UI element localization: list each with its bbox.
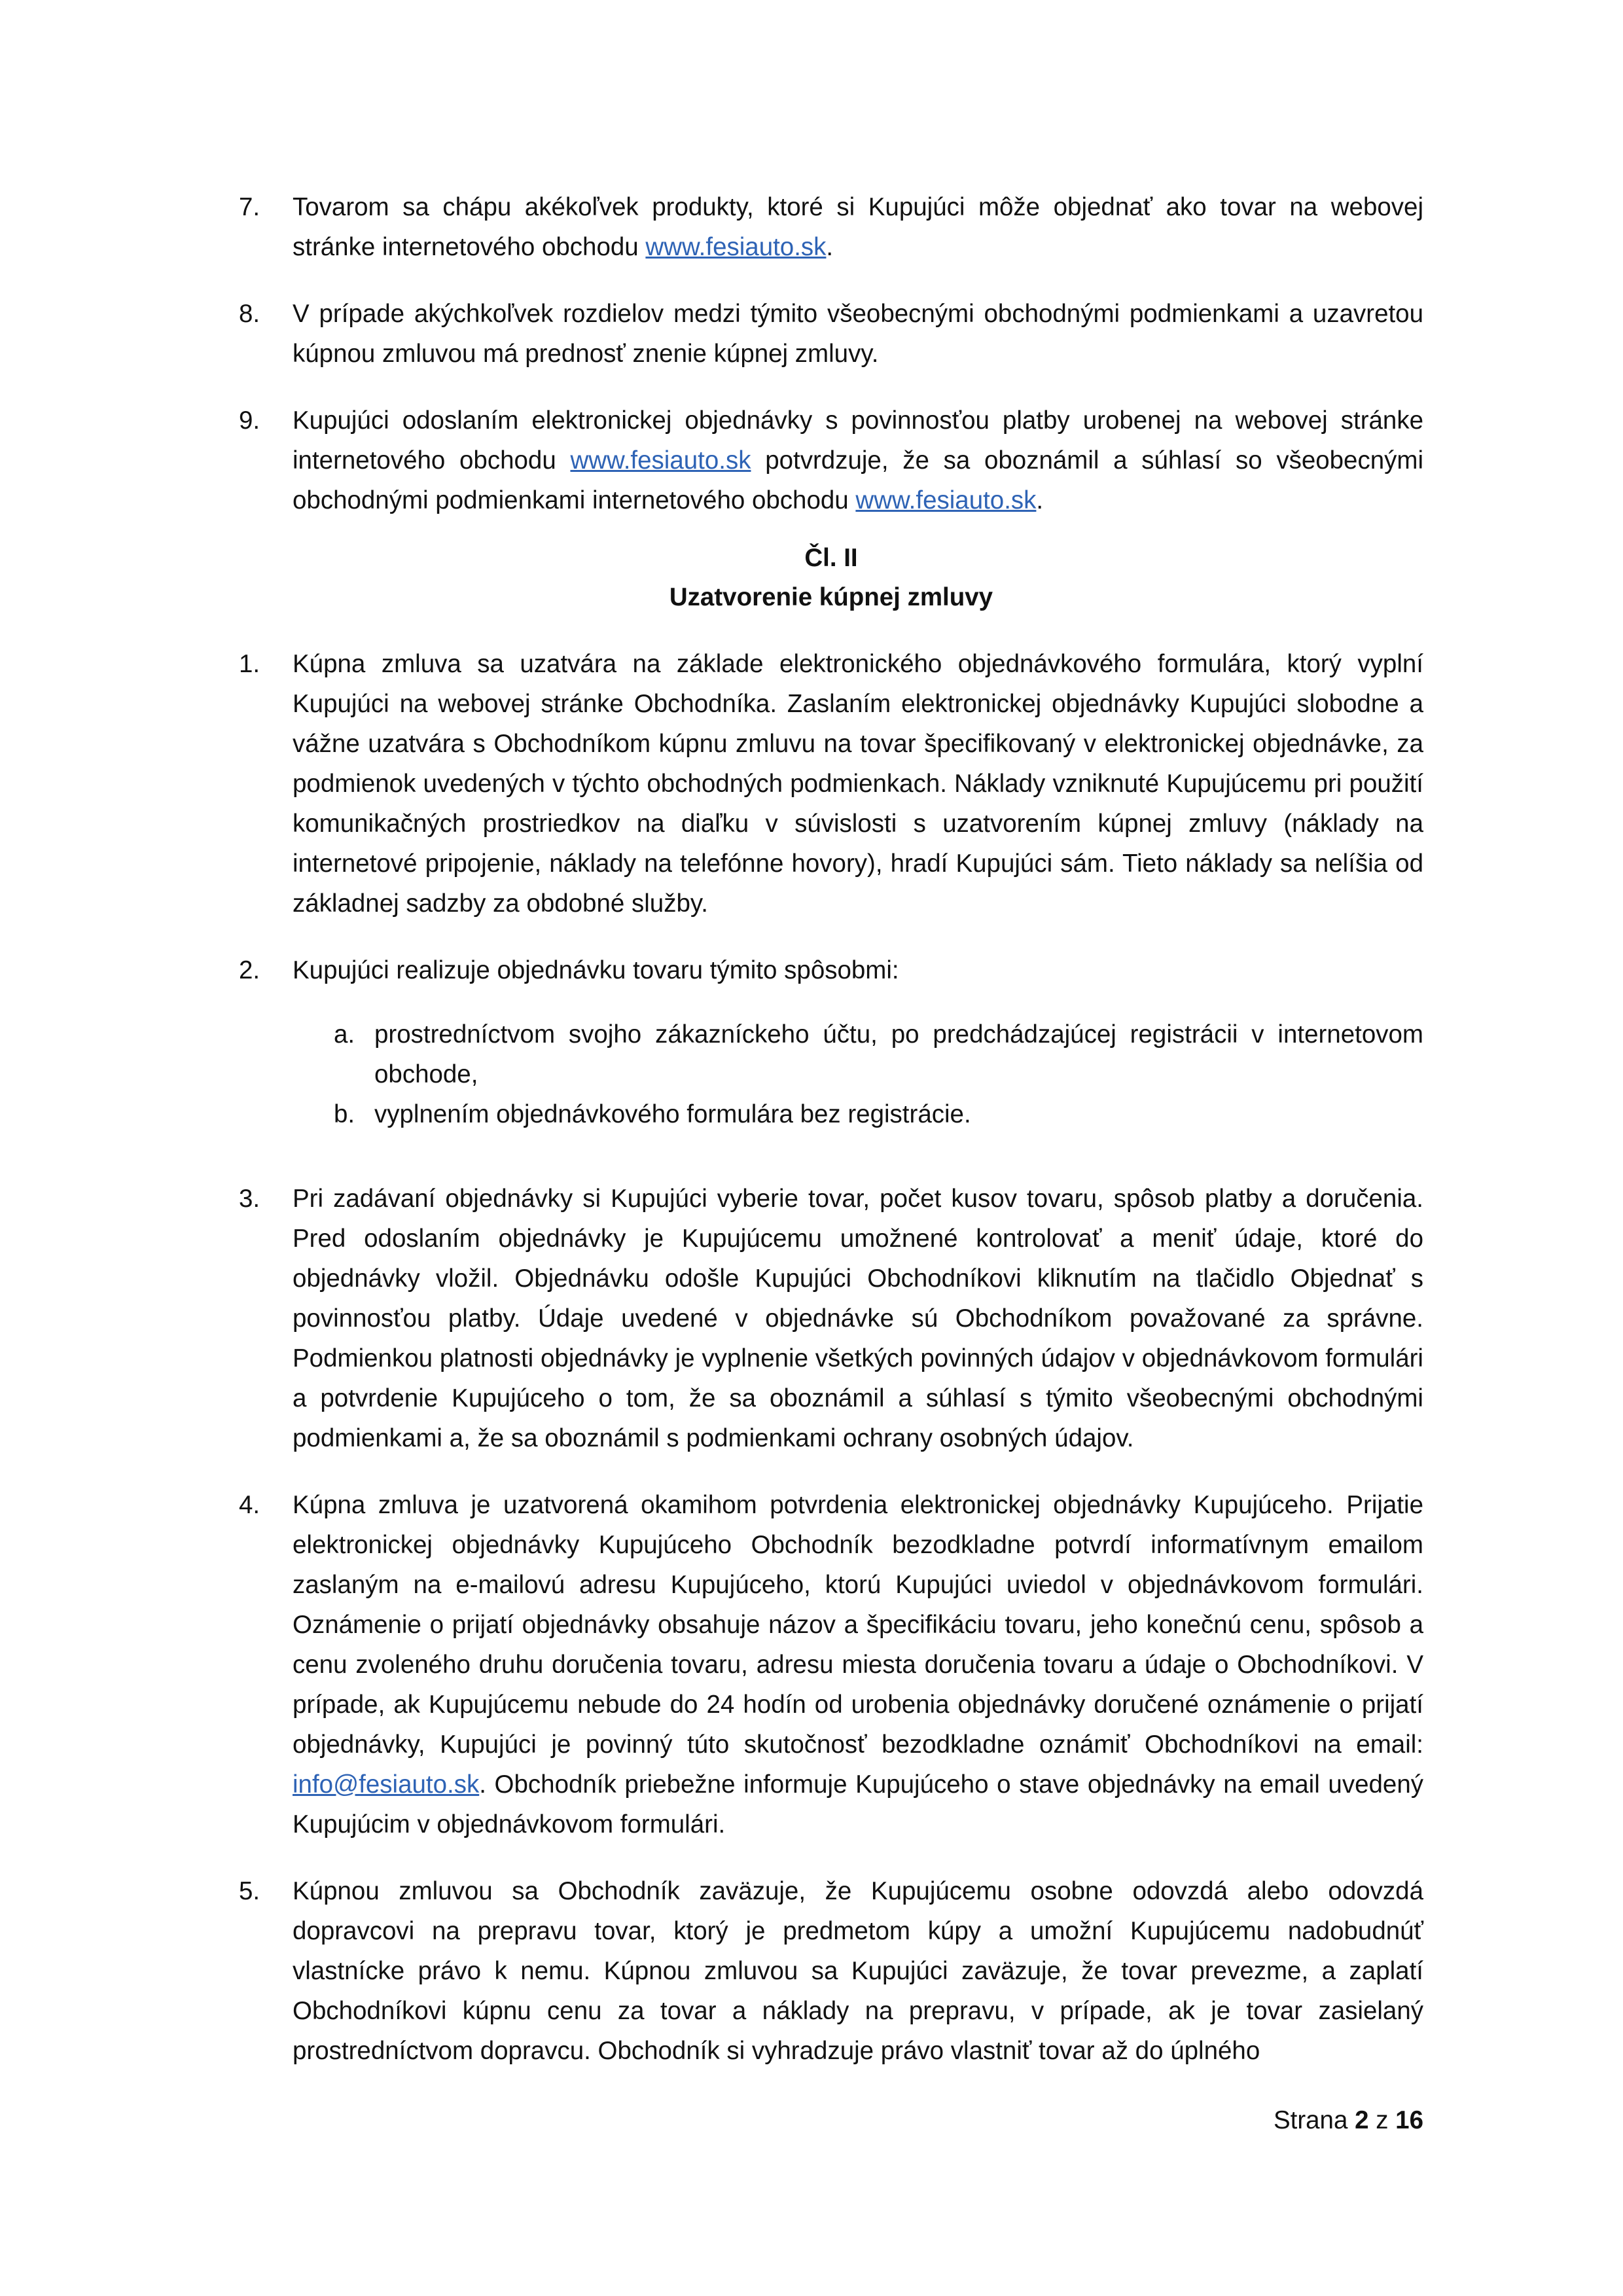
section-heading (239, 539, 1423, 617)
section-item-1 (239, 644, 1423, 924)
item-text-end: . Obchodník priebežne informuje Kupujúceho o stave objednávky na email uvedený Kupujúcim v objednávkovom formulári. (293, 1770, 1423, 1839)
item-number: 5. (239, 1877, 260, 1905)
footer-separator: z (1376, 2106, 1389, 2134)
sublist-item-a (334, 1014, 1423, 1094)
item-number: 7. (239, 193, 260, 221)
item-text-end: . (826, 233, 834, 261)
page-footer (1274, 2101, 1423, 2140)
item-text: Kupujúci odoslaním elektronickej objednávky s povinnosťou platby urobenej na webovej stránke internetového obchodu (293, 406, 1423, 475)
item-text: Pri zadávaní objednávky si Kupujúci vyberie tovar, počet kusov tovaru, spôsob platby a doručenia. Pred odoslaním objednávky je Kupujúcemu umožnené kontrolovať a meniť údaje, ktoré do objednávky vložil. Objednávku odošle Kupujúci Obchodníkovi kliknutím na tlačidlo Objednať s povinnosťou platby. Údaje uvedené v objednávke sú Obchodníkom považované za správne. Podmienkou platnosti objednávky je vyplnenie všetkých povinných údajov v objednávkovom formulári a potvrdenie Kupujúceho o tom, že sa oboznámil a súhlasí s týmito všeobecnými obchodnými podmienkami a, že sa oboznámil s podmienkami ochrany osobných údajov. (293, 1185, 1423, 1452)
website-link[interactable]: www.fesiauto.sk (570, 446, 751, 475)
item-text: V prípade akýchkoľvek rozdielov medzi týmito všeobecnými obchodnými podmienkami a uzavretou kúpnou zmluvou má prednosť znenie kúpnej zmluvy. (293, 300, 1423, 368)
section-item-5 (239, 1871, 1423, 2071)
page-content (239, 187, 1423, 2071)
item-text: Kúpna zmluva je uzatvorená okamihom potvrdenia elektronickej objednávky Kupujúceho. Prijatie elektronickej objednávky Kupujúceho Obchodník bezodkladne potvrdí informatívnym emailom zaslaným na e-mailovú adresu Kupujúceho, ktorú Kupujúci uviedol v objednávkovom formulári. Oznámenie o prijatí objednávky obsahuje názov a špecifikáciu tovaru, jeho konečnú cenu, spôsob a cenu zvoleného druhu doručenia tovaru, adresu miesta doručenia tovaru a údaje o Obchodníkovi. V prípade, ak Kupujúcemu nebude do 24 hodín od urobenia objednávky doručené oznámenie o prijatí objednávky, Kupujúci je povinný túto skutočnosť bezodkladne oznámiť Obchodníkovi na email: (293, 1491, 1423, 1759)
item-text: Kupujúci realizuje objednávku tovaru týmito spôsobmi: (293, 956, 899, 984)
item-number: 9. (239, 406, 260, 435)
item-number: 2. (239, 956, 260, 984)
item-text: Kúpnou zmluvou sa Obchodník zaväzuje, že Kupujúcemu osobne odovzdá alebo odovzdá dopravcovi na prepravu tovar, ktorý je predmetom kúpy a umožní Kupujúcemu nadobudnúť vlastnícke právo k nemu. Kúpnou zmluvou sa Kupujúci zaväzuje, že tovar prevezme, a zaplatí Obchodníkovi kúpnu cenu za tovar a náklady na prepravu, v prípade, ak je tovar zasielaný prostredníctvom dopravcu. Obchodník si vyhradzuje právo vlastniť tovar až do úplného (293, 1877, 1423, 2065)
item-number: 8. (239, 300, 260, 328)
footer-current-page: 2 (1355, 2106, 1369, 2134)
item-number: 4. (239, 1491, 260, 1519)
sublist-text: vyplnením objednávkového formulára bez registrácie. (374, 1100, 971, 1128)
item-number: 1. (239, 650, 260, 678)
sublist-label: a. (334, 1020, 355, 1049)
footer-total-pages: 16 (1395, 2106, 1423, 2134)
item-number: 3. (239, 1185, 260, 1213)
section-number: Čl. II (804, 544, 858, 572)
sublist-item-b (334, 1094, 1423, 1134)
email-link[interactable]: info@fesiauto.sk (293, 1770, 480, 1799)
item-text-middle: potvrdzuje, že sa oboznámil a súhlasí so všeobecnými obchodnými podmienkami internetového obchodu (293, 446, 1423, 514)
section-item-4 (239, 1485, 1423, 1844)
sublist-text: prostredníctvom svojho zákazníckeho účtu, po predchádzajúcej registrácii v internetovom obchode, (374, 1020, 1423, 1088)
item-text-end: . (1036, 486, 1044, 514)
item-text: Tovarom sa chápu akékoľvek produkty, ktoré si Kupujúci môže objednať ako tovar na webovej stránke internetového obchodu (293, 193, 1423, 261)
sublist-label: b. (334, 1100, 355, 1128)
section-item-2 (239, 950, 1423, 990)
sublist (334, 1014, 1423, 1134)
section-title: Uzatvorenie kúpnej zmluvy (669, 583, 993, 611)
list-item-7 (239, 187, 1423, 267)
website-link[interactable]: www.fesiauto.sk (645, 233, 827, 261)
list-item-9 (239, 401, 1423, 520)
item-text: Kúpna zmluva sa uzatvára na základe elektronického objednávkového formulára, ktorý vyplní Kupujúci na webovej stránke Obchodníka. Zaslaním elektronickej objednávky Kupujúci slobodne a vážne uzatvára s Obchodníkom kúpnu zmluvu na tovar špecifikovaný v elektronickej objednávke, za podmienok uvedených v týchto obchodných podmienkach. Náklady vzniknuté Kupujúcemu pri použití komunikačných prostriedkov na diaľku v súvislosti s uzatvorením kúpnej zmluvy (náklady na internetové pripojenie, náklady na telefónne hovory), hradí Kupujúci sám. Tieto náklady sa nelíšia od základnej sadzby za obdobné služby. (293, 650, 1423, 918)
list-item-8 (239, 294, 1423, 374)
website-link-2[interactable]: www.fesiauto.sk (855, 486, 1037, 514)
section-item-3 (239, 1179, 1423, 1458)
footer-prefix: Strana (1273, 2106, 1348, 2134)
